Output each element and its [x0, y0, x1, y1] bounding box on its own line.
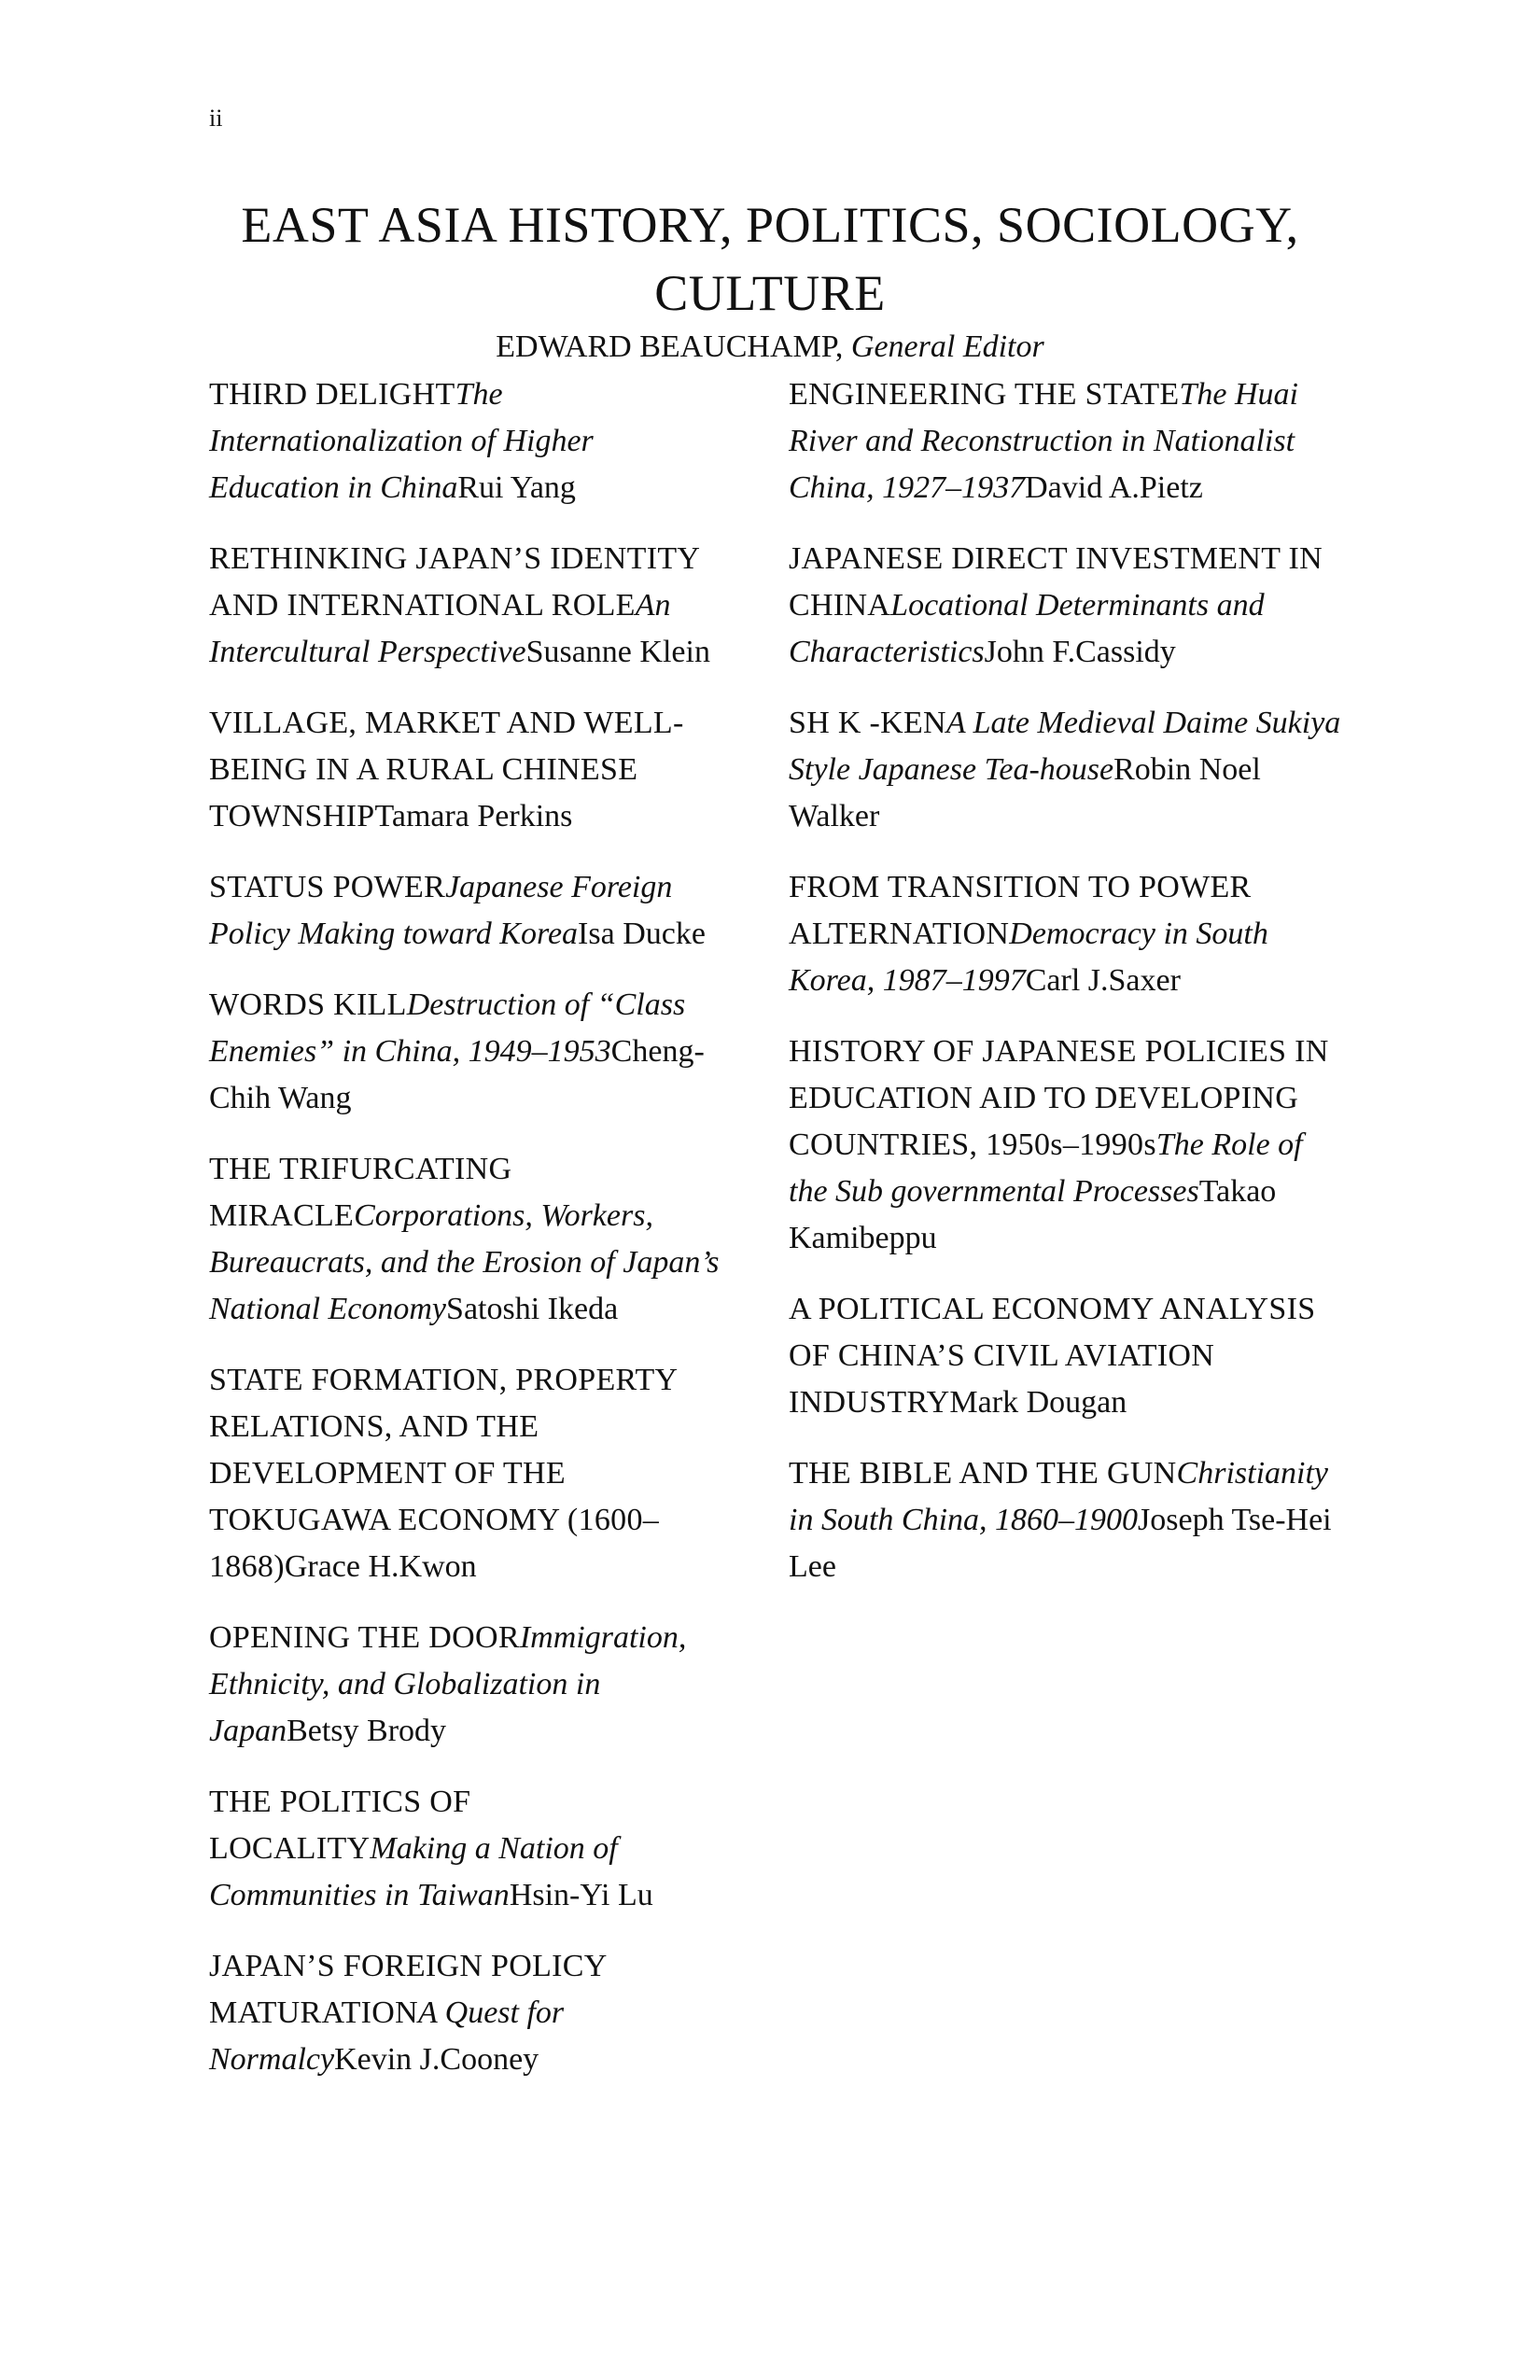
book-subtitle: Locational Determinants and Characteristics: [789, 588, 1265, 669]
book-subtitle: Democracy in South Korea, 1987–1997: [789, 917, 1268, 998]
book-title: SH K -KEN: [789, 706, 946, 740]
book-title: THIRD DELIGHT: [209, 377, 455, 412]
book-entry: [789, 1286, 1349, 1426]
book-entry: [209, 982, 732, 1122]
book-title: HISTORY OF JAPANESE POLICIES IN EDUCATION AID TO DEVELOPING COUNTRIES, 1950s–1990s: [789, 1034, 1329, 1162]
editor-line: [0, 329, 1540, 366]
book-subtitle: A Quest for Normalcy: [209, 1995, 565, 2077]
page-number: ii: [209, 105, 223, 132]
left-column: [209, 371, 732, 2107]
book-author: Carl J.Saxer: [1025, 963, 1181, 998]
book-title: WORDS KILL: [209, 987, 407, 1022]
book-entry: [789, 864, 1349, 1004]
book-author: Cheng-Chih Wang: [209, 1034, 705, 1115]
book-author: Satoshi Ikeda: [446, 1292, 619, 1326]
book-entry: [209, 1146, 732, 1333]
editor-role: General Editor: [850, 329, 1044, 364]
book-entry: [209, 371, 732, 511]
book-subtitle: Immigration, Ethnicity, and Globalization in Japan: [209, 1620, 687, 1748]
book-subtitle: Christianity in South China, 1860–1900: [789, 1456, 1328, 1537]
book-title: OPENING THE DOOR: [209, 1620, 520, 1655]
book-entry: [209, 1615, 732, 1755]
book-title: THE TRIFURCATING MIRACLE: [209, 1152, 512, 1233]
series-heading: EAST ASIA HISTORY, POLITICS, SOCIOLOGY, CULTURE: [241, 197, 1299, 321]
book-author: Robin Noel Walker: [789, 752, 1261, 833]
book-entry: [789, 371, 1349, 511]
editor-name: EDWARD BEAUCHAMP,: [496, 329, 844, 364]
book-title: THE BIBLE AND THE GUN: [789, 1456, 1177, 1491]
book-title: A POLITICAL ECONOMY ANALYSIS OF CHINA’S CIVIL AVIATION INDUSTRY: [789, 1292, 1316, 1420]
book-entry: [789, 700, 1349, 840]
right-column: [789, 371, 1349, 1615]
book-title: STATUS POWER: [209, 870, 446, 904]
book-entry: [209, 536, 732, 676]
book-entry: [209, 1357, 732, 1590]
book-author: Susanne Klein: [525, 635, 710, 669]
book-author: Isa Ducke: [578, 917, 706, 951]
book-author: Grace H.Kwon: [284, 1549, 477, 1584]
book-author: Rui Yang: [457, 470, 576, 505]
book-subtitle: A Late Medieval Daime Sukiya Style Japanese Tea-house: [789, 706, 1341, 787]
book-entry: [789, 536, 1349, 676]
book-entry: [209, 1943, 732, 2083]
book-subtitle: The Role of the Sub governmental Processes: [789, 1127, 1303, 1209]
book-title: STATE FORMATION, PROPERTY RELATIONS, AND THE DEVELOPMENT OF THE TOKUGAWA ECONOMY (1600–1868): [209, 1363, 678, 1584]
book-title: THE POLITICS OF LOCALITY: [209, 1785, 471, 1866]
book-author: Mark Dougan: [949, 1385, 1127, 1420]
book-subtitle: The Internationalization of Higher Education in China: [209, 377, 594, 505]
book-subtitle: Corporations, Workers, Bureaucrats, and the Erosion of Japan’s National Economy: [209, 1198, 720, 1326]
book-title: ENGINEERING THE STATE: [789, 377, 1180, 412]
book-subtitle: The Huai River and Reconstruction in Nationalist China, 1927–1937: [789, 377, 1298, 505]
book-title: RETHINKING JAPAN’S IDENTITY AND INTERNATIONAL ROLE: [209, 541, 699, 623]
book-author: Joseph Tse-Hei Lee: [789, 1503, 1332, 1584]
book-entry: [789, 1029, 1349, 1262]
book-title: JAPAN’S FOREIGN POLICY MATURATION: [209, 1949, 607, 2030]
book-author: Tamara Perkins: [374, 799, 573, 833]
book-entry: [209, 1779, 732, 1919]
book-entry: [209, 700, 732, 840]
book-author: John F.Cassidy: [984, 635, 1176, 669]
book-subtitle: Destruction of “Class Enemies” in China, 1949–1953: [209, 987, 686, 1069]
book-author: Kevin J.Cooney: [334, 2042, 539, 2077]
book-entry: [789, 1450, 1349, 1590]
book-author: Takao Kamibeppu: [789, 1174, 1277, 1255]
book-author: Hsin-Yi Lu: [509, 1878, 653, 1912]
book-subtitle: Making a Nation of Communities in Taiwan: [209, 1831, 618, 1912]
book-title: VILLAGE, MARKET AND WELL-BEING IN A RURAL CHINESE TOWNSHIP: [209, 706, 684, 833]
book-title: JAPANESE DIRECT INVESTMENT IN CHINA: [789, 541, 1323, 623]
book-author: David A.Pietz: [1025, 470, 1203, 505]
book-author: Betsy Brody: [287, 1714, 447, 1748]
book-title: FROM TRANSITION TO POWER ALTERNATION: [789, 870, 1252, 951]
book-entry: [209, 864, 732, 958]
book-subtitle: Japanese Foreign Policy Making toward Korea: [209, 870, 673, 951]
book-subtitle: An Intercultural Perspective: [209, 588, 671, 669]
